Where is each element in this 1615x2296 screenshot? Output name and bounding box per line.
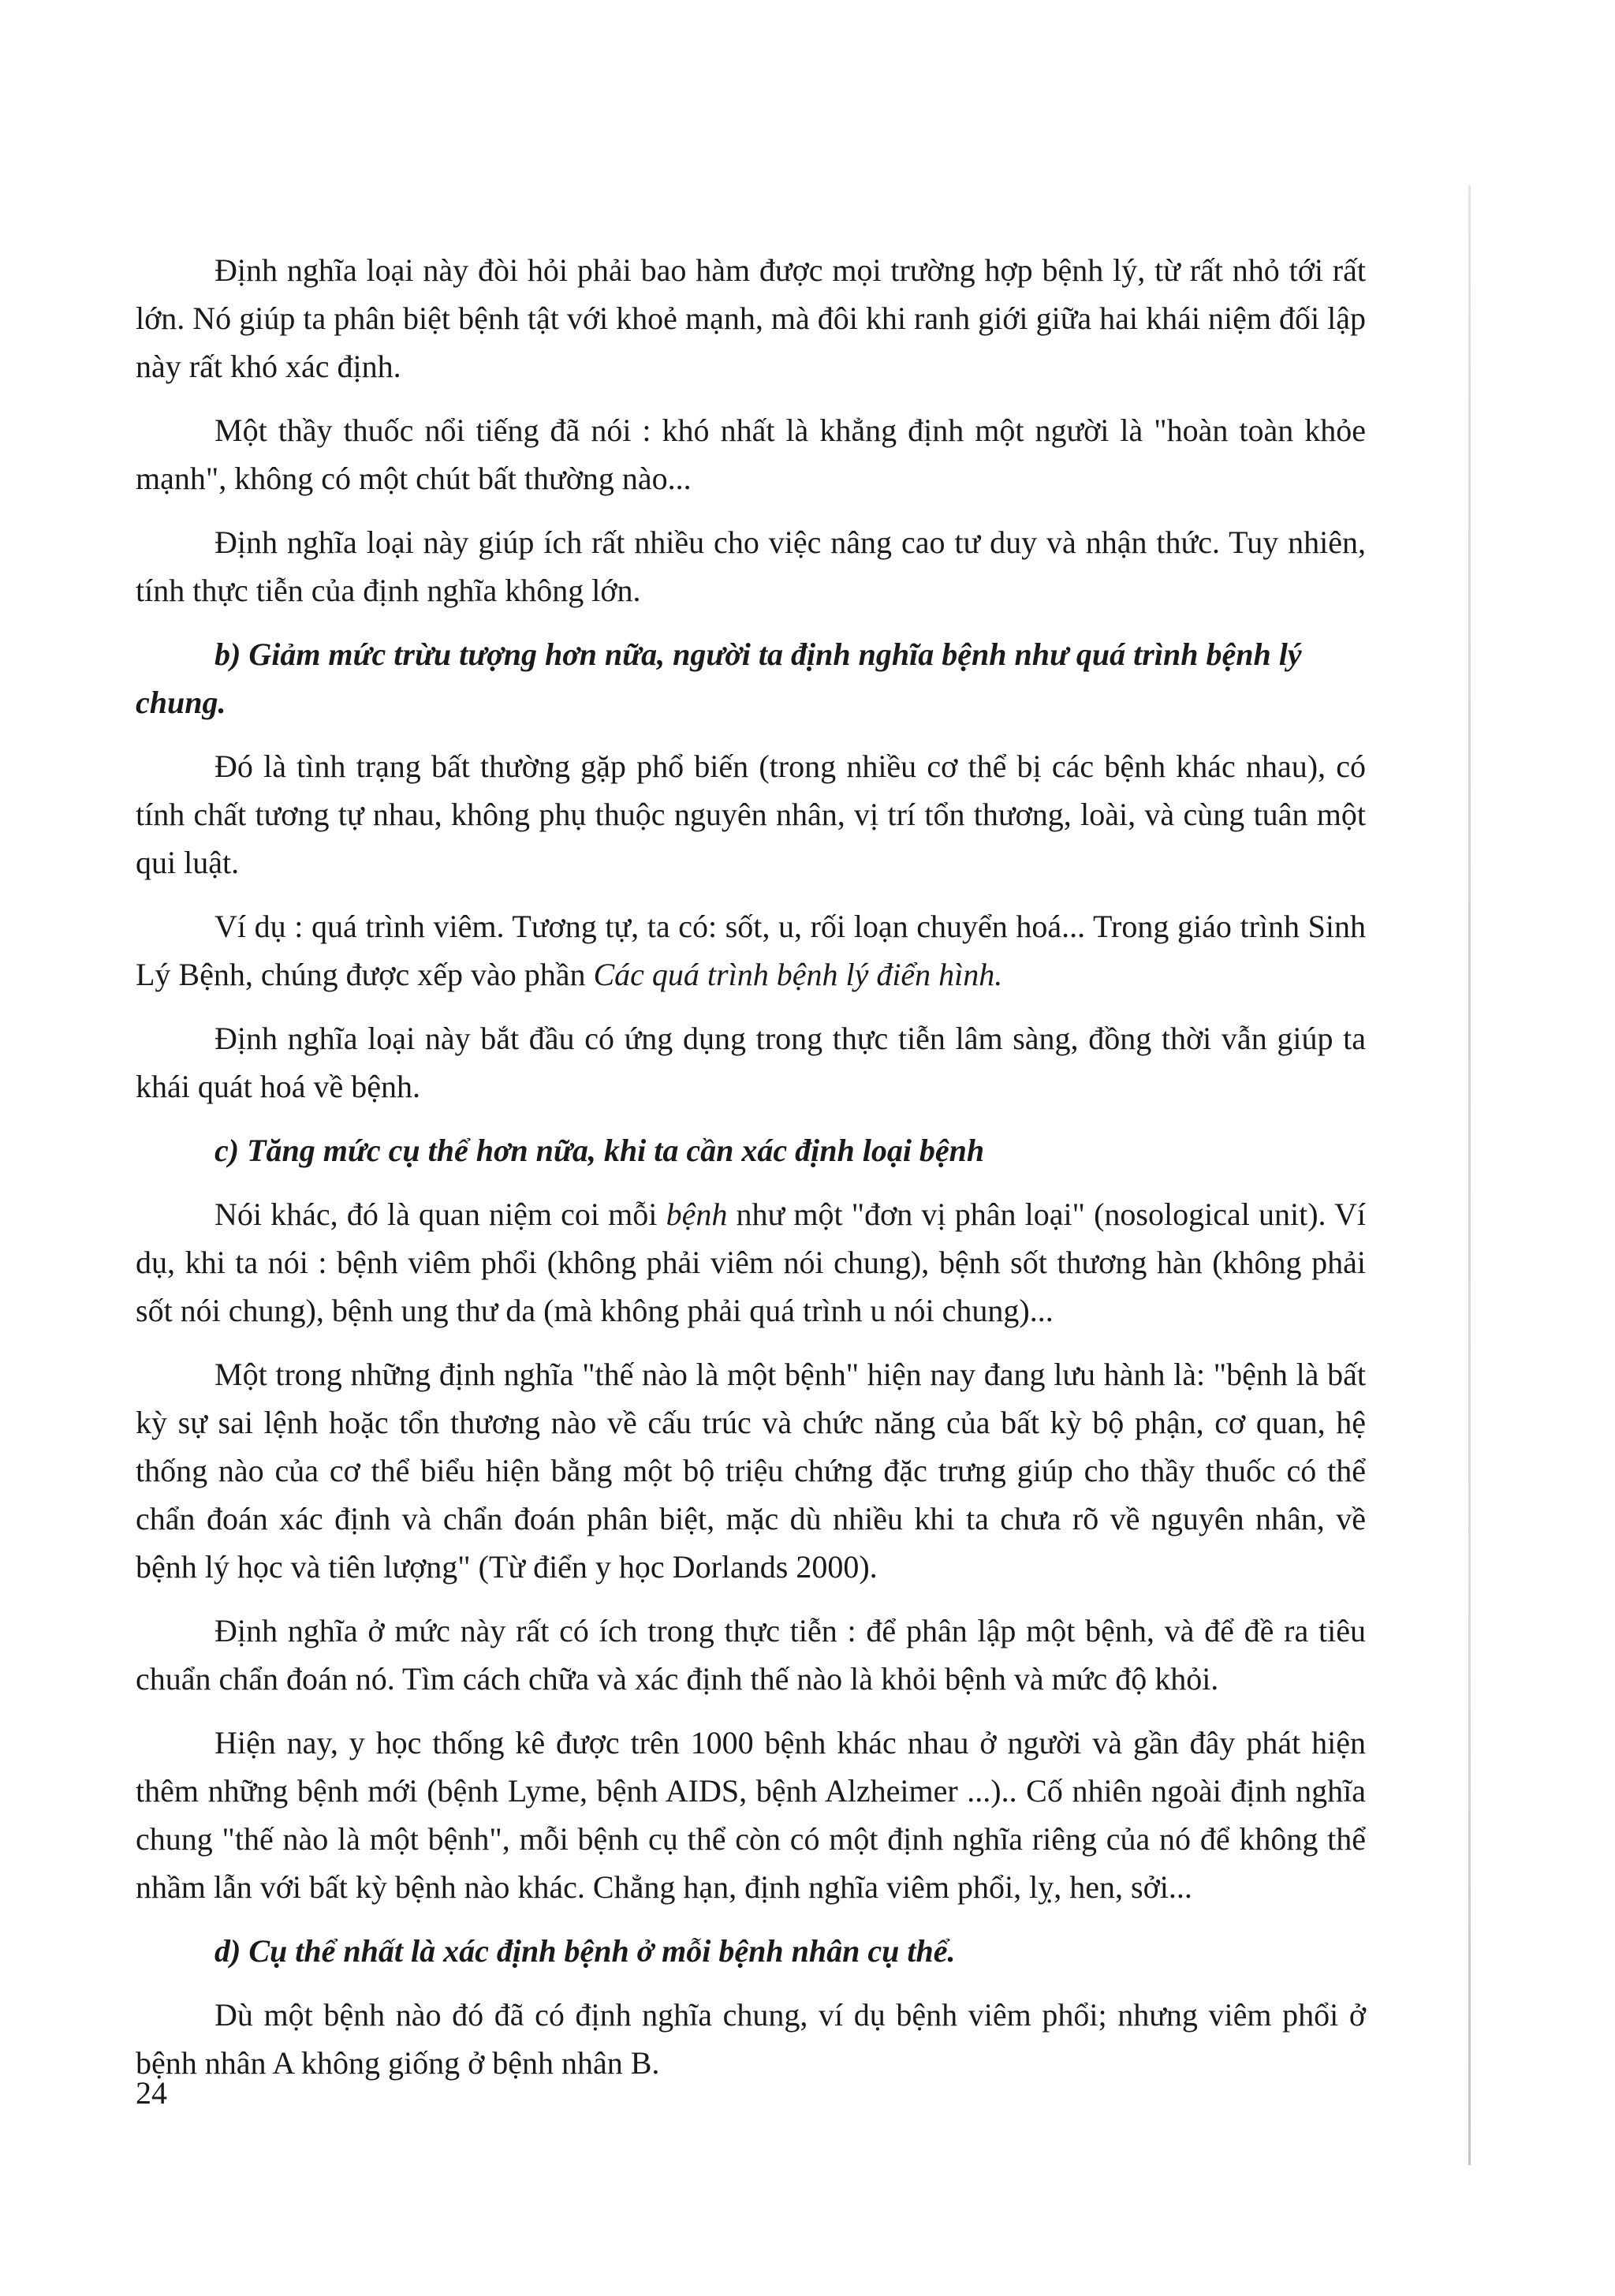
paragraph-clinical-application: Định nghĩa loại này bắt đầu có ứng dụng trong thực tiễn lâm sàng, đồng thời vẫn giúp ta khái quát hoá về bệnh. — [136, 1021, 1366, 1104]
body-text — [136, 246, 1366, 2103]
paragraph-abnormal-state: Đó là tình trạng bất thường gặp phổ biến (trong nhiều cơ thể bị các bệnh khác nhau), có tính chất tương tự nhau, không phụ thuộc nguyên nhân, vị trí tổn thương, loài, và cùng tuân một qui luật. — [136, 749, 1366, 880]
nosological-text-start: Nói khác, đó là quan niệm coi mỗi — [214, 1197, 666, 1232]
paragraph-physician-quote: Một thầy thuốc nổi tiếng đã nói : khó nhất là khẳng định một người là "hoàn toàn khỏe mạnh", không có một chút bất thường nào... — [136, 413, 1366, 496]
page-number: 24 — [136, 2075, 167, 2111]
paragraph-inflammation-example — [136, 902, 1366, 999]
paragraph-nosological-unit — [136, 1190, 1366, 1335]
typical-processes-italic: Các quá trình bệnh lý điển hình. — [593, 957, 1003, 992]
disease-italic: bệnh — [666, 1197, 728, 1232]
paragraph-definition-scope: Định nghĩa loại này đòi hỏi phải bao hàm được mọi trường hợp bệnh lý, từ rất nhỏ tới rất lớn. Nó giúp ta phân biệt bệnh tật với khoẻ mạnh, mà đôi khi ranh giới giữa hai khái niệm đối lập này rất khó xác định. — [136, 252, 1366, 384]
section-heading-d: d) Cụ thể nhất là xác định bệnh ở mỗi bệnh nhân cụ thể. — [214, 1933, 956, 1969]
paragraph-dorlands-definition: Một trong những định nghĩa "thế nào là một bệnh" hiện nay đang lưu hành là: "bệnh là bất kỳ sự sai lệnh hoặc tổn thương nào về cấu trúc và chức năng của bất kỳ bộ phận, cơ quan, hệ thống nào của cơ thể biểu hiện bằng một bộ triệu chứng đặc trưng giúp cho thầy thuốc có thể chẩn đoán xác định và chẩn đoán phân biệt, mặc dù nhiều khi ta chưa rõ về nguyên nhân, về bệnh lý học và tiên lượng" (Từ điển y học Dorlands 2000). — [136, 1357, 1366, 1585]
section-heading-c: c) Tăng mức cụ thể hơn nữa, khi ta cần xác định loại bệnh — [214, 1133, 985, 1168]
nosological-text-end: như một "đơn vị phân loại" (nosological unit). Ví dụ, khi ta nói : bệnh viêm phổi (không phải viêm nói chung), bệnh sốt thương hàn (không phải sốt nói chung), bệnh ung thư da (mà không phải quá trình u nói chung)... — [136, 1197, 1367, 1328]
scan-edge-line — [1468, 185, 1471, 2165]
paragraph-practical-use: Định nghĩa ở mức này rất có ích trong thực tiễn : để phân lập một bệnh, và để đề ra tiêu chuẩn chẩn đoán nó. Tìm cách chữa và xác định thế nào là khỏi bệnh và mức độ khỏi. — [136, 1613, 1366, 1697]
paragraph-patient-specific: Dù một bệnh nào đó đã có định nghĩa chung, ví dụ bệnh viêm phổi; nhưng viêm phổi ở bệnh nhân A không giống ở bệnh nhân B. — [136, 1997, 1366, 2081]
section-heading-b: b) Giảm mức trừu tượng hơn nữa, người ta định nghĩa bệnh như quá trình bệnh lý chung. — [136, 637, 1302, 720]
inflammation-example-text: Ví dụ : quá trình viêm. Tương tự, ta có: sốt, u, rối loạn chuyển hoá... Trong giáo trình Sinh Lý Bệnh, chúng được xếp vào phần — [136, 909, 1366, 992]
paragraph-disease-count: Hiện nay, y học thống kê được trên 1000 bệnh khác nhau ở người và gần đây phát hiện thêm những bệnh mới (bệnh Lyme, bệnh AIDS, bệnh Alzheimer ...).. Cố nhiên ngoài định nghĩa chung "thế nào là một bệnh", mỗi bệnh cụ thể còn có một định nghĩa riêng của nó để không thể nhầm lẫn với bất kỳ bệnh nào khác. Chẳng hạn, định nghĩa viêm phổi, lỵ, hen, sởi... — [136, 1725, 1366, 1905]
paragraph-definition-usefulness: Định nghĩa loại này giúp ích rất nhiều cho việc nâng cao tư duy và nhận thức. Tuy nhiên, tính thực tiễn của định nghĩa không lớn. — [136, 525, 1366, 608]
